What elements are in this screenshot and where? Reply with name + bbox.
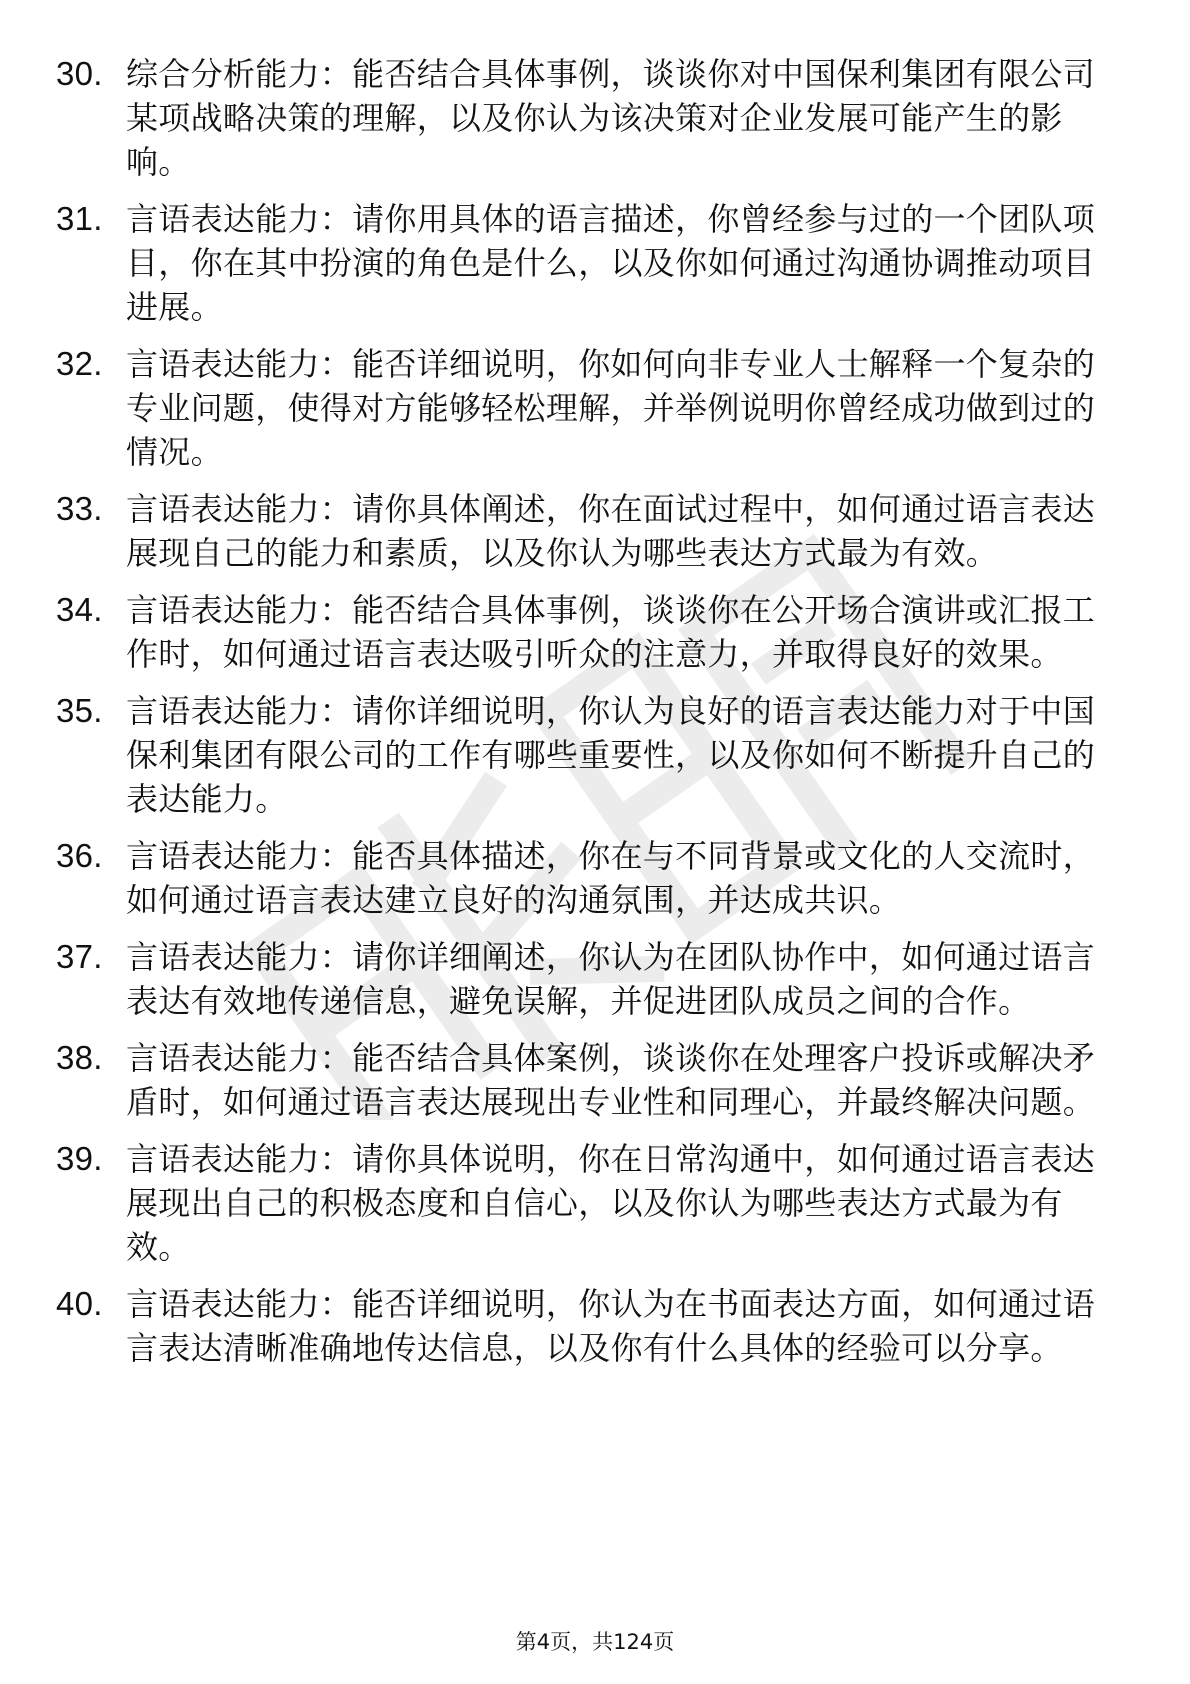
question-number: 39.	[56, 1140, 103, 1177]
question-text: 言语表达能力：请你详细阐述，你认为在团队协作中，如何通过语言表达有效地传递信息，避免误解，并促进团队成员之间的合作。	[126, 938, 1096, 1020]
question-number: 35.	[56, 692, 103, 729]
question-text: 综合分析能力：能否结合具体事例，谈谈你对中国保利集团有限公司某项战略决策的理解，以及你认为该决策对企业发展可能产生的影响。	[126, 55, 1096, 181]
list-item	[56, 1137, 1116, 1269]
question-text: 言语表达能力：请你具体说明，你在日常沟通中，如何通过语言表达展现出自己的积极态度和自信心，以及你认为哪些表达方式最为有效。	[126, 1140, 1096, 1266]
question-text: 言语表达能力：能否结合具体案例，谈谈你在处理客户投诉或解决矛盾时，如何通过语言表达展现出专业性和同理心，并最终解决问题。	[126, 1039, 1096, 1121]
question-number: 31.	[56, 200, 103, 237]
list-item	[56, 342, 1116, 474]
list-item	[56, 487, 1116, 575]
question-text: 言语表达能力：能否具体描述，你在与不同背景或文化的人交流时，如何通过语言表达建立良好的沟通氛围，并达成共识。	[126, 837, 1096, 919]
list-item	[56, 1282, 1116, 1370]
question-number: 37.	[56, 938, 103, 975]
list-item	[56, 834, 1116, 922]
list-item	[56, 197, 1116, 329]
question-text: 言语表达能力：能否详细说明，你认为在书面表达方面，如何通过语言表达清晰准确地传达信息，以及你有什么具体的经验可以分享。	[126, 1285, 1096, 1367]
page-footer: 第4页，共124页	[515, 1630, 675, 1654]
question-list	[56, 52, 1116, 1383]
question-text: 言语表达能力：请你具体阐述，你在面试过程中，如何通过语言表达展现自己的能力和素质，以及你认为哪些表达方式最为有效。	[126, 490, 1096, 572]
question-text: 言语表达能力：请你详细说明，你认为良好的语言表达能力对于中国保利集团有限公司的工作有哪些重要性，以及你如何不断提升自己的表达能力。	[126, 692, 1096, 818]
list-item	[56, 689, 1116, 821]
question-text: 言语表达能力：能否结合具体事例，谈谈你在公开场合演讲或汇报工作时，如何通过语言表达吸引听众的注意力，并取得良好的效果。	[126, 591, 1096, 673]
question-number: 38.	[56, 1039, 103, 1076]
question-number: 34.	[56, 591, 103, 628]
list-item	[56, 935, 1116, 1023]
question-number: 36.	[56, 837, 103, 874]
list-item	[56, 52, 1116, 184]
question-text: 言语表达能力：能否详细说明，你如何向非专业人士解释一个复杂的专业问题，使得对方能够轻松理解，并举例说明你曾经成功做到过的情况。	[126, 345, 1096, 471]
question-number: 33.	[56, 490, 103, 527]
question-number: 32.	[56, 345, 103, 382]
question-number: 40.	[56, 1285, 103, 1322]
question-text: 言语表达能力：请你用具体的语言描述，你曾经参与过的一个团队项目，你在其中扮演的角色是什么，以及你如何通过沟通协调推动项目进展。	[126, 200, 1096, 326]
list-item	[56, 1036, 1116, 1124]
question-number: 30.	[56, 55, 103, 92]
list-item	[56, 588, 1116, 676]
